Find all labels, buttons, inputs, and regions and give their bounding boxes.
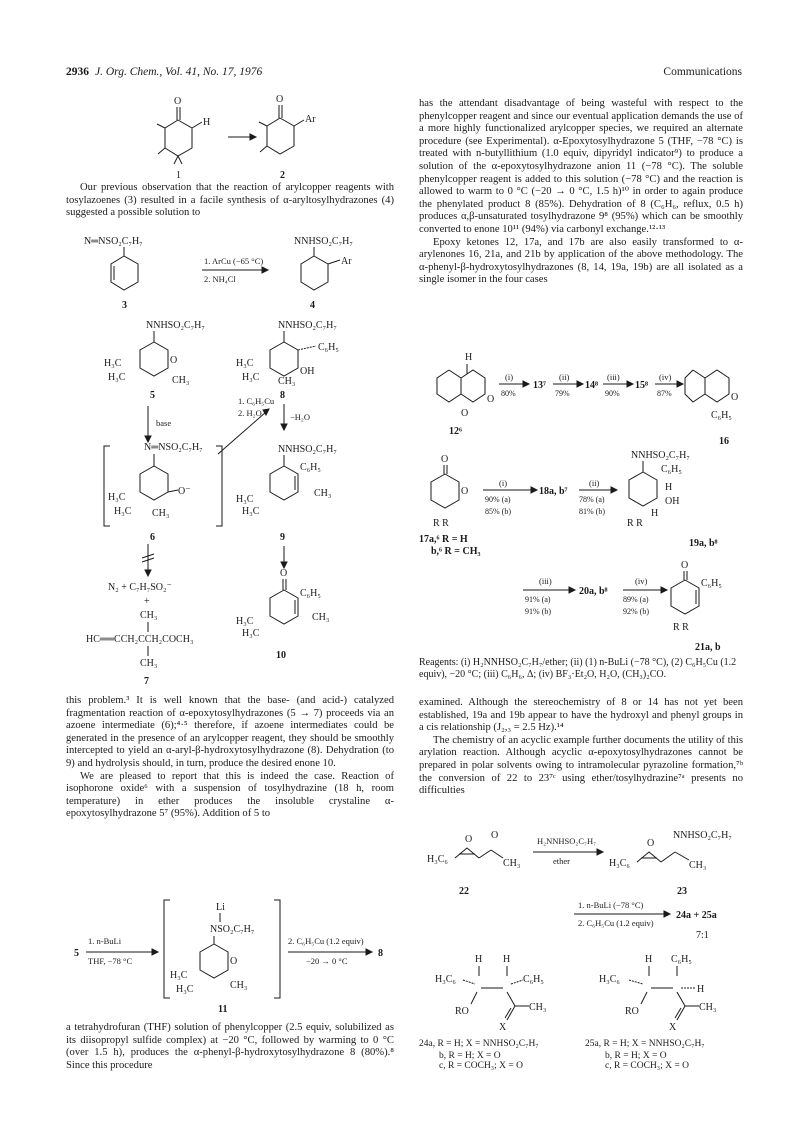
arrowhead (281, 424, 287, 430)
scheme-3-to-4 (84, 232, 394, 312)
reagent: 2. C₆H₅Cu (1.2 equiv) (578, 918, 654, 928)
bond (192, 122, 202, 128)
atom-O: O (276, 94, 284, 105)
arrowhead (597, 849, 603, 855)
step: (iv) (635, 576, 648, 586)
epoxide-O: O (461, 408, 469, 419)
ring (270, 590, 298, 624)
compound-label: 20a, b⁸ (579, 586, 608, 597)
tosylhydrazone-group: NNHSO₂C₇H₇ (631, 450, 690, 461)
methyl-label: H₃C (108, 492, 126, 503)
scheme-anion-11 (66, 898, 396, 1016)
reagent: 1. C₆H₅Cu (238, 396, 275, 406)
bond (675, 852, 689, 860)
phenyl-group: C₆H₅ (300, 462, 321, 473)
tosylhydrazone-group: NNHSO₂C₇H₇ (278, 320, 337, 331)
methyl-label: H₃C (236, 616, 254, 627)
right-para-2: Epoxy ketones 12, 17a, and 17b are also easily transformed to α-arylenones 16, 21a, and 21b by application of the above methodology. The α-phenyl-β-hydroxytosylhydrazones (8, 14, 19a, 19b) are all isolated as a single isomer in the four cases (419, 236, 743, 286)
step: (i) (505, 372, 514, 382)
scheme-23-to-24-25 (560, 896, 743, 952)
solvent: ether (553, 856, 570, 866)
bracket (104, 446, 110, 526)
methyl-label: H₃C (104, 358, 122, 369)
methyl-label: CH₃ (699, 1002, 717, 1013)
compound-label: b, R = H; X = O (605, 1051, 667, 1061)
reagent: 2. NH₄Cl (204, 274, 236, 284)
compound-label: 24a, R = H; X = NNHSO₂C₇H₇ (419, 1039, 539, 1049)
compound-label: 5 (150, 390, 155, 401)
left-para-2-3 (66, 695, 394, 821)
yield: 85% (b) (485, 507, 511, 516)
ether-group: RO (625, 1006, 639, 1017)
compound-25c: c, R = COCH₃; X = O (605, 1061, 689, 1071)
substituents: R R (673, 622, 689, 633)
compound-24c: c, R = COCH₃; X = O (439, 1061, 523, 1071)
carbonyl-O: O (487, 394, 495, 405)
methyl-label: CH₃ (172, 375, 190, 386)
tosylhydrazone-group: NNHSO₂C₇H₇ (146, 320, 205, 331)
scheme-17-to-19 (419, 450, 743, 560)
left-para-4: a tetrahydrofuran (THF) solution of phenylcopper (2.5 equiv, solubilized as its diisopropyl sulfide complex) at −20 °C, followed by warming to 0 °C (over 1.5 h), produces the α-phenyl-β-hydroxytosylhydrazone 8 (80%).⁸ Since this procedure (66, 1022, 394, 1071)
bond (629, 980, 643, 984)
bond (637, 852, 661, 862)
right-para-1: has the attendant disadvantage of being wasteful with respect to the phenylcopper reagent and since our eventual application demands the use of a more highly functionalized arylcopper species, we required an alternate procedure (see Experimental). α-Epoxytosylhydrazone 5 (THF, −78 °C) is treated with n-butyllithium (1.0 equiv, dipyridyl indicator⁹) to produce a solution of the α-epoxytosylhydrazone anion 11 (−78 °C). The soluble phenylcopper reagent is added to this solution (−78 °C) and the reaction is allowed to warm to 0 °C (−20 → 0 °C, 1.5 h)¹⁰ in order to again produce the phenylated product 8 (85%). Dehydration of 8 (C₆H₆, reflux, 0.5 h) produces α,β-unsaturated tosylhydrazone 9⁸ (95%) which can be smoothly converted to enone 10¹¹ (94%) via carbonyl exchange.¹²·¹³ (419, 98, 743, 235)
compound-label: 6 (150, 532, 155, 543)
step: (iii) (607, 372, 620, 382)
atom-H: H (697, 984, 705, 995)
epoxide-O: O (230, 956, 238, 967)
phenyl-group: H₃C₆ (427, 854, 448, 865)
ring (301, 256, 328, 290)
step: (iii) (539, 576, 552, 586)
aryl-group: Ar (305, 114, 316, 125)
ring (685, 370, 705, 402)
methyl-label: H₃C (108, 372, 126, 383)
bond (641, 992, 647, 1004)
compound-label: 1 (176, 170, 181, 181)
yield: 92% (b) (623, 607, 649, 616)
bond (158, 148, 165, 154)
compound-label: 4 (310, 300, 315, 311)
compound-label: 9 (280, 532, 285, 543)
atom-H: H (665, 482, 673, 493)
arrow (218, 412, 266, 454)
scheme-24-25 (419, 952, 743, 1064)
right-para-1-2 (419, 98, 743, 287)
yield: 91% (a) (525, 595, 551, 604)
compound-label: 7 (144, 676, 149, 687)
methyl-label: CH₃ (140, 658, 158, 669)
compound-label: 19a, b⁸ (689, 538, 718, 549)
methyl-label: H₃C (242, 372, 260, 383)
ring (270, 466, 298, 500)
tosylhydrazone-group: NNHSO₂C₇H₇ (673, 830, 732, 841)
epoxide-O: O (647, 838, 655, 849)
compound-label: 2 (280, 170, 285, 181)
bond (505, 1008, 511, 1018)
substituents: R R (627, 518, 643, 529)
ring (267, 118, 294, 154)
section-title: Communications (663, 66, 742, 78)
compound-label: 12⁶ (449, 426, 462, 437)
ring (140, 342, 168, 376)
methyl-label: CH₃ (689, 860, 707, 871)
methyl-label: CH₃ (314, 488, 332, 499)
atom-H: H (465, 352, 473, 363)
x-group: X (669, 1022, 677, 1033)
arrowhead (366, 949, 372, 955)
carbonyl-O: O (681, 560, 689, 571)
arrowhead (145, 570, 151, 576)
arrowhead (664, 911, 670, 917)
methyl-label: H₃C (170, 970, 188, 981)
bond (479, 850, 491, 858)
bond (178, 156, 182, 164)
compound-label: 8 (378, 948, 383, 959)
yield: 87% (657, 389, 672, 398)
bond (463, 980, 475, 984)
bond (260, 146, 267, 152)
bond (511, 980, 523, 984)
bond (661, 852, 675, 862)
arrowhead (661, 587, 667, 593)
carbonyl-O: O (441, 454, 449, 465)
compound-label: 3 (122, 300, 127, 311)
plus-sign: + (144, 596, 150, 607)
bracket (164, 900, 170, 998)
phenyl-group: C₆H₅ (701, 578, 722, 589)
atom-O: O (280, 568, 288, 579)
bracket (274, 900, 280, 998)
compound-label: 16 (719, 436, 729, 447)
bond (455, 848, 479, 858)
reagent: THF, −78 °C (88, 956, 133, 966)
compound-label: 18a, b⁷ (539, 486, 568, 497)
bond (491, 850, 503, 858)
atom-H: H (475, 954, 483, 965)
methyl-label: CH₃ (230, 980, 248, 991)
atom-H: H (503, 954, 511, 965)
lithium-atom: Li (216, 902, 225, 913)
phenyl-group: C₆H₅ (318, 342, 339, 353)
arrowhead (569, 587, 575, 593)
bond (471, 992, 477, 1004)
tosylazo-group: N═NSO₂C₇H₇ (84, 236, 143, 247)
phenyl-group: C₆H₅ (711, 410, 732, 421)
bond (294, 120, 304, 126)
yield: 91% (b) (525, 607, 551, 616)
scheme-fragmentation (66, 318, 396, 692)
page-number: 2936 (66, 66, 89, 78)
methyl-label: H₃C (176, 984, 194, 995)
left-para-2: this problem.³ It is well known that the base- (and acid-) catalyzed fragmentation reaction of α-epoxytosylhydrazones (5 → 7) proceeds via an azoene intermediate (6);⁴·⁵ therefore, if azoene intermediates could be generated in the presence of an arylcopper reagent, they should be smoothly intercepted to yield an α-aryl-β-hydroxytosylhydrazone (8). Dehydration (to 9) and hydrolysis should, in turn, produce the desired enone 10. (66, 695, 394, 769)
atom-H: H (651, 508, 659, 519)
carbonyl-O: O (731, 392, 739, 403)
methyl-label: CH₃ (503, 858, 521, 869)
scheme-1-to-2 (140, 92, 340, 182)
step: (iv) (659, 372, 672, 382)
sulfonyl-group: NSO₂C₇H₇ (210, 924, 255, 935)
methyl-label: CH₃ (278, 376, 296, 387)
bond (298, 346, 316, 350)
product-ratio: 7:1 (696, 930, 709, 941)
right-para-3: examined. Although the stereochemistry of 8 or 14 has not yet been established, 19a and 19b appear to have the hydroxyl and phenyl groups in a cis relationship (J₂,₃ = 2.5 Hz).¹⁴ (419, 697, 743, 734)
methyl-label: CH₃ (312, 612, 330, 623)
reagent: −H₂O (290, 412, 311, 422)
atom-H: H (645, 954, 653, 965)
phenyl-group: C₆H₅ (523, 974, 544, 985)
arrowhead (250, 134, 256, 140)
compound-label: 10 (276, 650, 286, 661)
ring (461, 370, 485, 402)
yield: 89% (a) (623, 595, 649, 604)
carbonyl-O: O (491, 830, 499, 841)
reagent: base (156, 418, 172, 428)
reagent: −20 → 0 °C (306, 956, 348, 966)
substituents: R R (433, 518, 449, 529)
yield: 81% (b) (579, 507, 605, 516)
phenyl-group: C₆H₅ (661, 464, 682, 475)
scheme-12-to-16 (419, 350, 743, 450)
reagent: H₂NNHSO₂C₇H₇ (537, 836, 597, 846)
hydroxyl-group: OH (665, 496, 680, 507)
arrowhead (677, 381, 683, 387)
alkoxide-O: O⁻ (178, 486, 191, 497)
epoxide-O: O (461, 486, 469, 497)
compound-label: 5 (74, 948, 79, 959)
atom-O: O (174, 96, 182, 107)
right-para-3-4 (419, 697, 743, 798)
tosylazo-group: N═NSO₂C₇H₇ (144, 442, 203, 453)
step: (i) (499, 478, 508, 488)
compound-label: 8 (280, 390, 285, 401)
compound-label: 15⁸ (635, 380, 648, 391)
arrowhead (262, 267, 268, 273)
methyl-label: CH₃ (152, 508, 170, 519)
ring (629, 472, 657, 506)
compound-label: 13⁷ (533, 380, 546, 391)
methyl-label: H₃C (236, 358, 254, 369)
x-group: X (499, 1022, 507, 1033)
phenyl-group: H₃C₆ (609, 858, 630, 869)
reagent: 2. H₂O (238, 408, 262, 418)
epoxide-O: O (465, 834, 473, 845)
arrowhead (152, 949, 158, 955)
bond (675, 1008, 681, 1018)
tosylhydrazone-group: NNHSO₂C₇H₇ (278, 444, 337, 455)
tosylhydrazone-group: NNHSO₂C₇H₇ (294, 236, 353, 247)
bracket (216, 446, 222, 526)
scheme-19-to-21 (519, 560, 743, 656)
ring (437, 370, 461, 402)
ring (111, 256, 138, 290)
methyl-label: CH₃ (529, 1002, 547, 1013)
ring (270, 342, 298, 376)
phenyl-group: H₃C₆ (599, 974, 620, 985)
ring (200, 944, 228, 978)
bond (157, 124, 165, 128)
yield: 79% (555, 389, 570, 398)
phenyl-group: C₆H₅ (671, 954, 692, 965)
ring (705, 370, 729, 402)
arrowhead (627, 381, 633, 387)
methyl-label: CH₃ (140, 610, 158, 621)
bond (168, 490, 178, 492)
hydroxyl-group: OH (300, 366, 315, 377)
compound-label: 23 (677, 886, 687, 897)
compound-label: 11 (218, 1004, 228, 1015)
ether-group: RO (455, 1006, 469, 1017)
alkyne-ketone: HC══CCH₂CCH₂COCH₃ (86, 634, 194, 645)
journal-citation: J. Org. Chem., Vol. 41, No. 17, 1976 (95, 66, 263, 78)
step: (ii) (559, 372, 570, 382)
arrowhead (611, 487, 617, 493)
atom-H: H (203, 117, 211, 128)
yield: 78% (a) (579, 495, 605, 504)
compound-label: 25a, R = H; X = NNHSO₂C₇H₇ (585, 1039, 705, 1049)
methyl-label: H₃C (242, 506, 260, 517)
yield: 90% (605, 389, 620, 398)
epoxide-O: O (170, 355, 178, 366)
compound-label: b, R = H; X = O (439, 1051, 501, 1061)
reagent: 1. ArCu (−65 °C) (204, 256, 264, 266)
reagents-footnote: Reagents: (i) H₂NNHSO₂C₇H₇/ether; (ii) (1) n-BuLi (−78 °C), (2) C₆H₅Cu (1.2 equiv), −20 °C; (iii) C₆H₆, Δ; (iv) BF₃·Et₂O, H₂O, (CH₃)₂CO. (419, 657, 737, 680)
step: (ii) (589, 478, 600, 488)
aryl-group: Ar (341, 256, 352, 267)
reagent: 1. n-BuLi (88, 936, 122, 946)
left-para-3: We are pleased to report that this is indeed the case. Reaction of isophorone oxide⁶ with a suspension of tosylhydrazine (18 h, room temperature) in ether produces the insoluble crystaline α-epoxytosylhydrazone 5⁷ (95%). Addition of 5 to (66, 770, 394, 820)
reagent: 1. n-BuLi (−78 °C) (578, 900, 644, 910)
ring (165, 120, 192, 156)
bond (328, 260, 340, 264)
compound-label: 14⁸ (585, 380, 598, 391)
bond (507, 992, 515, 1006)
methyl-label: H₃C (236, 494, 254, 505)
ring (671, 580, 699, 614)
reagent: 2. C₆H₅Cu (1.2 equiv) (288, 936, 364, 946)
product-mixture: 24a + 25a (676, 910, 717, 921)
ring (140, 466, 168, 500)
compound-label: b,⁶ R = CH₃ (431, 546, 481, 557)
compound-label: 21a, b (695, 642, 721, 653)
phenyl-group: H₃C₆ (435, 974, 456, 985)
methyl-label: H₃C (114, 506, 132, 517)
arrowhead (531, 487, 537, 493)
yield: 80% (501, 389, 516, 398)
arrowhead (577, 381, 583, 387)
fragmentation-products: N₂ + C₇H₇SO₂⁻ (108, 582, 172, 593)
bond (677, 992, 685, 1006)
right-para-4: The chemistry of an acyclic example further documents the utility of this arylation reaction. Although acyclic α-epoxytosylhydrazones cannot be prepared in polar solvents owing to intramolecular pyrazoline formation,⁷ᵇ the conversion of 22 to 23⁷ᶜ using ether/tosylhydrazine⁷ᵃ presents no difficulties (419, 734, 743, 797)
bond (174, 156, 178, 164)
phenyl-group: C₆H₅ (300, 588, 321, 599)
compound-label: 22 (459, 886, 469, 897)
left-para-1: Our previous observation that the reaction of arylcopper reagents with tosylazoenes (3) resulted in a facile synthesis of α-aryltosylhydrazones (4) suggested a possible solution to (66, 182, 394, 219)
arrowhead (523, 381, 529, 387)
yield: 90% (a) (485, 495, 511, 504)
ring (431, 474, 459, 508)
bond (259, 122, 267, 126)
page-header (66, 66, 742, 84)
methyl-label: H₃C (242, 628, 260, 639)
compound-label: 17a,⁶ R = H (419, 534, 468, 545)
